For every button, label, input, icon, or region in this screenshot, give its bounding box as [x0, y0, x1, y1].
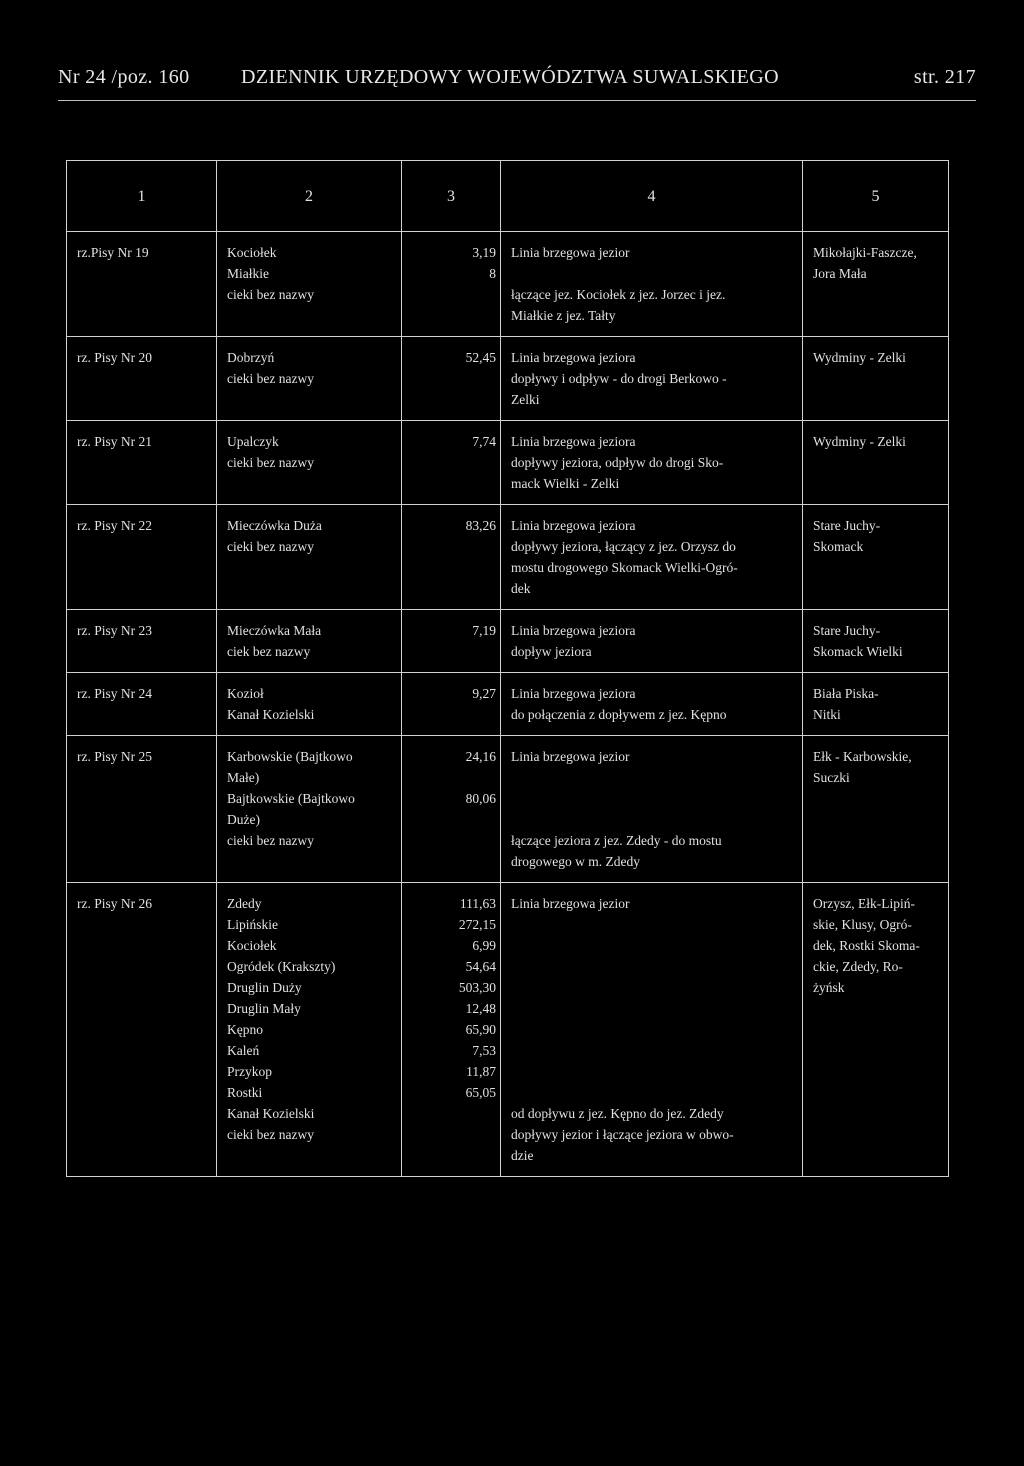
cell-line: dopływ jeziora: [511, 644, 592, 659]
cell-line: 7,74: [472, 434, 496, 449]
area-cell: [402, 736, 501, 883]
cell-line: mack Wielki - Zelki: [511, 476, 620, 491]
spacer-line: [511, 914, 798, 935]
cell-line: cieki bez nazwy: [227, 539, 314, 554]
cell-line: do połączenia z dopływem z jez. Kępno: [511, 707, 727, 722]
cell-line: Kanał Kozielski: [227, 707, 315, 722]
cell-line: rz. Pisy Nr 20: [77, 350, 152, 365]
water-body-cell: [217, 337, 402, 421]
cell-line: Linia brzegowa jeziora: [511, 434, 636, 449]
cell-line: rz. Pisy Nr 25: [77, 749, 152, 764]
cell-line: cieki bez nazwy: [227, 1127, 314, 1142]
table-row: [67, 505, 949, 610]
cell-line: Linia brzegowa jezior: [511, 896, 630, 911]
locality-cell: [803, 232, 949, 337]
cell-line: 24,16: [465, 749, 496, 764]
table-row: [67, 610, 949, 673]
table-row: [67, 883, 949, 1177]
cell-line: dek, Rostki Skoma-: [813, 938, 920, 953]
locality-cell: [803, 421, 949, 505]
cell-line: cieki bez nazwy: [227, 287, 314, 302]
cell-line: Zelki: [511, 392, 540, 407]
river-section-cell: [67, 736, 217, 883]
cell-line: Stare Juchy-: [813, 518, 881, 533]
cell-line: Lipińskie: [227, 917, 278, 932]
column-header: 4: [501, 161, 803, 232]
cell-line: od dopływu z jez. Kępno do jez. Zdedy: [511, 1106, 724, 1121]
spacer-line: [511, 767, 798, 788]
cell-line: Kociołek: [227, 245, 277, 260]
boundary-description-cell: [501, 505, 803, 610]
river-section-cell: [67, 505, 217, 610]
boundary-description-cell: [501, 673, 803, 736]
boundary-description-cell: [501, 232, 803, 337]
area-cell: [402, 505, 501, 610]
column-header: 3: [402, 161, 501, 232]
table-row: [67, 337, 949, 421]
cell-line: 7,53: [472, 1043, 496, 1058]
table-row: [67, 232, 949, 337]
spacer-line: [511, 788, 798, 809]
journal-title: DZIENNIK URZĘDOWY WOJEWÓDZTWA SUWALSKIEGO: [241, 66, 779, 88]
cell-line: cieki bez nazwy: [227, 371, 314, 386]
cell-line: Linia brzegowa jeziora: [511, 518, 636, 533]
water-body-cell: [217, 883, 402, 1177]
spacer-line: [511, 956, 798, 977]
cell-line: dopływy jeziora, odpływ do drogi Sko-: [511, 455, 724, 470]
spacer-line: [511, 1061, 798, 1082]
cell-line: Orzysz, Ełk-Lipiń-: [813, 896, 915, 911]
boundary-description-cell: [501, 610, 803, 673]
cell-line: 52,45: [465, 350, 496, 365]
cell-line: Mieczówka Mała: [227, 623, 322, 638]
cell-line: 83,26: [465, 518, 496, 533]
locality-cell: [803, 673, 949, 736]
cell-line: dzie: [511, 1148, 534, 1163]
river-section-cell: [67, 883, 217, 1177]
cell-line: Duże): [227, 812, 260, 827]
cell-line: 3,19: [472, 245, 496, 260]
cell-line: Rostki: [227, 1085, 263, 1100]
table-row: [67, 673, 949, 736]
table-header-row: [67, 161, 949, 232]
spacer-line: [511, 1082, 798, 1103]
river-section-cell: [67, 610, 217, 673]
area-cell: [402, 232, 501, 337]
cell-line: Wydminy - Zelki: [813, 350, 906, 365]
cell-line: Stare Juchy-: [813, 623, 881, 638]
area-cell: [402, 337, 501, 421]
cell-line: rz. Pisy Nr 26: [77, 896, 152, 911]
cell-line: 65,05: [465, 1085, 496, 1100]
cell-line: Kanał Kozielski: [227, 1106, 315, 1121]
boundary-description-cell: [501, 421, 803, 505]
cell-line: Miałkie z jez. Tałty: [511, 308, 616, 323]
area-cell: [402, 883, 501, 1177]
water-body-cell: [217, 610, 402, 673]
cell-line: drogowego w m. Zdedy: [511, 854, 640, 869]
cell-line: 8: [489, 266, 496, 281]
table-row: [67, 736, 949, 883]
page-number: str. 217: [913, 66, 976, 88]
column-header: 1: [67, 161, 217, 232]
cell-line: Linia brzegowa jeziora: [511, 350, 636, 365]
cell-line: cieki bez nazwy: [227, 455, 314, 470]
table-row: [67, 421, 949, 505]
cell-line: Linia brzegowa jeziora: [511, 686, 636, 701]
cell-line: Wydminy - Zelki: [813, 434, 906, 449]
cell-line: 54,64: [465, 959, 496, 974]
cell-line: 272,15: [458, 917, 496, 932]
area-cell: [402, 673, 501, 736]
cell-line: Kociołek: [227, 938, 277, 953]
cell-line: Zdedy: [227, 896, 262, 911]
rivers-table: [66, 160, 949, 1177]
cell-line: rz. Pisy Nr 21: [77, 434, 152, 449]
cell-line: Jora Mała: [813, 266, 867, 281]
spacer-line: [511, 1019, 798, 1040]
cell-line: Kaleń: [227, 1043, 260, 1058]
spacer-line: [511, 998, 798, 1019]
cell-line: 12,48: [465, 1001, 496, 1016]
cell-line: 9,27: [472, 686, 496, 701]
cell-line: Suczki: [813, 770, 850, 785]
spacer-line: [511, 977, 798, 998]
cell-line: 80,06: [465, 791, 496, 806]
spacer-line: [511, 809, 798, 830]
cell-line: Miałkie: [227, 266, 269, 281]
area-cell: [402, 610, 501, 673]
river-section-cell: [67, 673, 217, 736]
cell-line: Ogródek (Krakszty): [227, 959, 336, 974]
spacer-line: [412, 767, 496, 788]
cell-line: Biała Piska-: [813, 686, 879, 701]
water-body-cell: [217, 673, 402, 736]
boundary-description-cell: [501, 736, 803, 883]
cell-line: Skomack Wielki: [813, 644, 903, 659]
locality-cell: [803, 337, 949, 421]
locality-cell: [803, 610, 949, 673]
cell-line: Kozioł: [227, 686, 264, 701]
cell-line: Druglin Duży: [227, 980, 302, 995]
cell-line: Mikołajki-Faszcze,: [813, 245, 917, 260]
cell-line: łączące jez. Kociołek z jez. Jorzec i jez.: [511, 287, 726, 302]
locality-cell: [803, 736, 949, 883]
cell-line: żyńsk: [813, 980, 845, 995]
cell-line: ckie, Zdedy, Ro-: [813, 959, 903, 974]
cell-line: Nitki: [813, 707, 841, 722]
issue-number: Nr 24 /poz. 160: [58, 66, 190, 88]
water-body-cell: [217, 232, 402, 337]
column-header: 5: [803, 161, 949, 232]
cell-line: 11,87: [466, 1064, 496, 1079]
cell-line: Skomack: [813, 539, 864, 554]
cell-line: Ełk - Karbowskie,: [813, 749, 912, 764]
cell-line: Karbowskie (Bajtkowo: [227, 749, 353, 764]
locality-cell: [803, 883, 949, 1177]
cell-line: dopływy jeziora, łączący z jez. Orzysz do: [511, 539, 736, 554]
cell-line: dek: [511, 581, 531, 596]
cell-line: ciek bez nazwy: [227, 644, 311, 659]
spacer-line: [511, 263, 798, 284]
cell-line: 7,19: [472, 623, 496, 638]
cell-line: Bajtkowskie (Bajtkowo: [227, 791, 355, 806]
cell-line: dopływy jezior i łączące jeziora w obwo-: [511, 1127, 734, 1142]
cell-line: rz. Pisy Nr 23: [77, 623, 152, 638]
locality-cell: [803, 505, 949, 610]
cell-line: skie, Klusy, Ogró-: [813, 917, 912, 932]
cell-line: mostu drogowego Skomack Wielki-Ogró-: [511, 560, 738, 575]
cell-line: Dobrzyń: [227, 350, 275, 365]
water-body-cell: [217, 421, 402, 505]
cell-line: Małe): [227, 770, 260, 785]
spacer-line: [511, 935, 798, 956]
cell-line: rz. Pisy Nr 22: [77, 518, 152, 533]
cell-line: Druglin Mały: [227, 1001, 301, 1016]
river-section-cell: [67, 421, 217, 505]
page-header: [58, 66, 976, 96]
cell-line: rz. Pisy Nr 24: [77, 686, 152, 701]
cell-line: 6,99: [472, 938, 496, 953]
cell-line: Mieczówka Duża: [227, 518, 322, 533]
cell-line: 503,30: [458, 980, 496, 995]
river-section-cell: [67, 232, 217, 337]
cell-line: rz.Pisy Nr 19: [77, 245, 149, 260]
header-divider: [58, 100, 976, 101]
water-body-cell: [217, 505, 402, 610]
cell-line: cieki bez nazwy: [227, 833, 314, 848]
cell-line: 65,90: [465, 1022, 496, 1037]
cell-line: łączące jeziora z jez. Zdedy - do mostu: [511, 833, 722, 848]
boundary-description-cell: [501, 883, 803, 1177]
river-section-cell: [67, 337, 217, 421]
water-body-cell: [217, 736, 402, 883]
cell-line: Linia brzegowa jezior: [511, 245, 630, 260]
cell-line: dopływy i odpływ - do drogi Berkowo -: [511, 371, 727, 386]
cell-line: Przykop: [227, 1064, 272, 1079]
area-cell: [402, 421, 501, 505]
column-header: 2: [217, 161, 402, 232]
cell-line: Upalczyk: [227, 434, 279, 449]
boundary-description-cell: [501, 337, 803, 421]
cell-line: Kępno: [227, 1022, 263, 1037]
cell-line: Linia brzegowa jezior: [511, 749, 630, 764]
spacer-line: [511, 1040, 798, 1061]
cell-line: 111,63: [459, 896, 496, 911]
cell-line: Linia brzegowa jeziora: [511, 623, 636, 638]
